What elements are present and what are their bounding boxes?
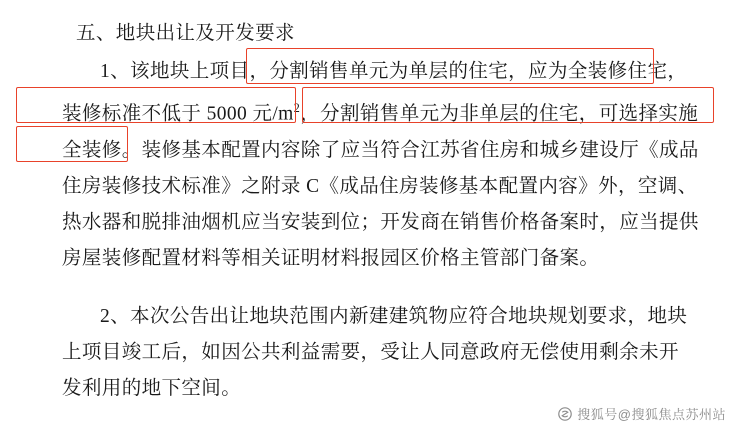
clause-2-line-3: 发利用的地下空间。 [62,377,242,399]
clause-1-line-3b: 装修基本配置内容除了应当符合江苏省住房和城乡建设厅《成品 [141,139,699,161]
clause-1-continuation [62,90,712,133]
sohu-logo-icon [558,407,572,421]
clause-1-line-2a: 装修标准不低于 5000 元/m [62,103,294,125]
clause-1-line-4: 住房装修技术标准》之附录 C《成品住房装修基本配置内容》外，空调、 [62,175,698,197]
clause-1-line-6: 房屋装修配置材料等相关证明材料报园区价格主管部门备案。 [62,247,600,269]
section-heading: 五、地块出让及开发要求 [76,23,295,44]
square-meter-superscript: 2 [293,101,301,115]
clause-1-line-1: 1、该地块上项目，分割销售单元为单层的住宅，应为全装修住宅， [100,61,688,82]
clause-1-paragraph [62,54,712,90]
clause-2-line-2: 上项目竣工后，如因公共利益需要，受让人同意政府无偿使用剩余未开 [62,341,679,363]
clause-1-line-2b: ，分割销售单元为非单层的住宅，可选择实施 [300,103,699,125]
clause-1-line-3a: 全装修。 [62,139,142,161]
watermark [558,404,726,423]
clause-1-line-5: 热水器和脱排油烟机应当安装到位；开发商在销售价格备案时，应当提供 [62,211,699,233]
clause-2-paragraph: 2、本次公告出让地块范围内新建建筑物应符合地块规划要求，地块 [100,305,688,327]
watermark-text: 搜狐号@搜狐焦点苏州站 [577,407,726,422]
clause-1-line-3-row [62,133,712,169]
